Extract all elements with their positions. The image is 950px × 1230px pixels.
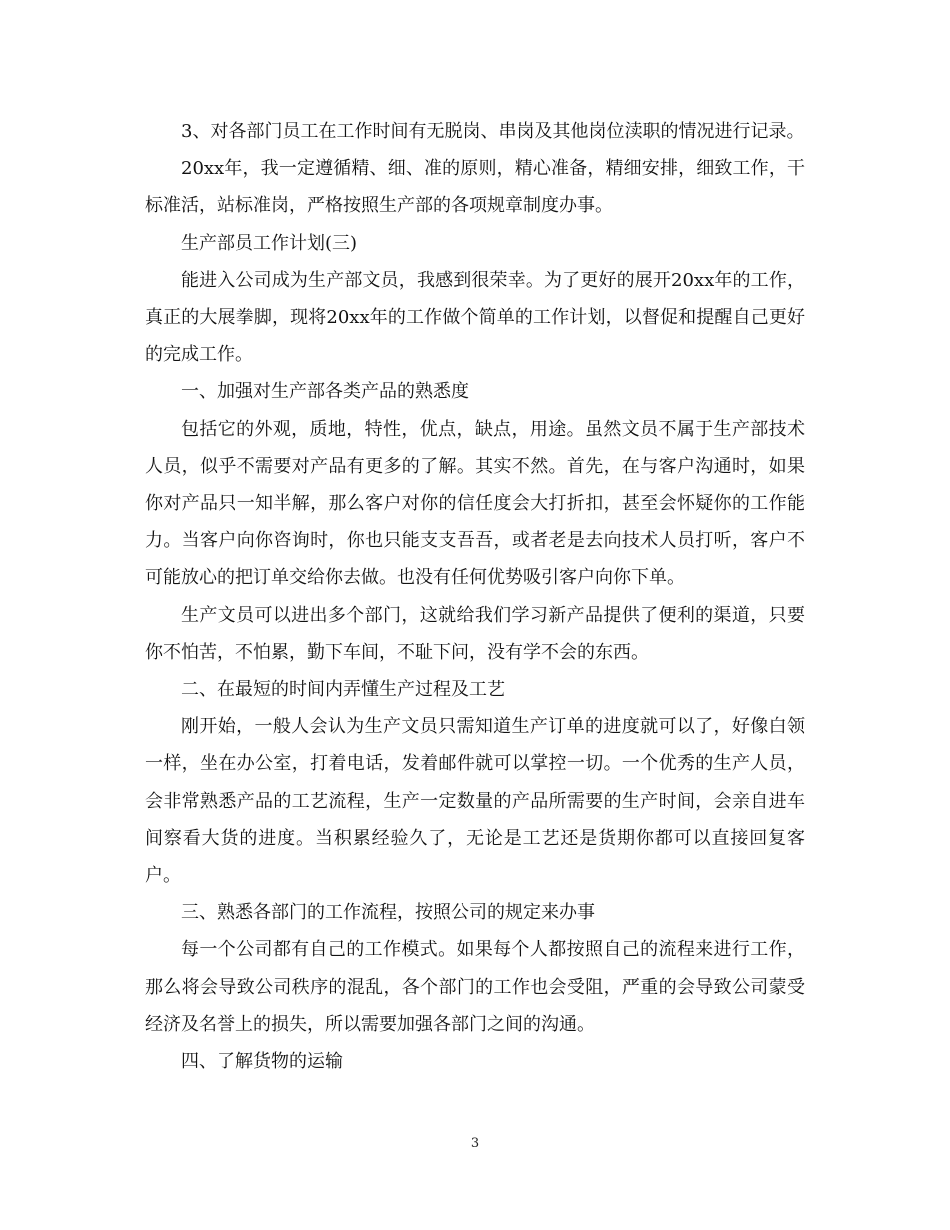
heading-three: 三、熟悉各部门的工作流程，按照公司的规定来办事 — [181, 902, 595, 924]
paragraph-production-process: 刚开始，一般人会认为生产文员只需知道生产订单的进度就可以了，好像白领一样，坐在办公室，打着电话，发着邮件就可以掌控一切。一个优秀的生产人员，会非常熟悉产品的工艺流程，生产一定数量的产品所需要的生产时间，会亲自进车间察看大货的进度。当积累经验久了，无论是工艺还是货期你都可以直接回复客户。 — [145, 716, 805, 887]
paragraph-product-knowledge: 包括它的外观，质地，特性，优点，缺点，用途。虽然文员不属于生产部技术人员，似乎不需要对产品有更多的了解。其实不然。首先，在与客户沟通时，如果你对产品只一知半解，那么客户对你的信任度会大打折扣，甚至会怀疑你的工作能力。当客户向你咨询时，你也只能支支吾吾，或者老是去向技术人员打听，客户不可能放心的把订单交给你去做。也没有任何优势吸引客户向你下单。 — [145, 418, 805, 589]
paragraph-record-duty: 3、对各部门员工在工作时间有无脱岗、串岗及其他岗位渎职的情况进行记录。 — [181, 121, 805, 142]
paragraph-learning-channels: 生产文员可以进出多个部门，这就给我们学习新产品提供了便利的渠道，只要你不怕苦，不怕累，勤下车间，不耻下问，没有学不会的东西。 — [145, 604, 805, 663]
document-body — [145, 113, 805, 1080]
paragraph-workflow: 每一个公司都有自己的工作模式。如果每个人都按照自己的流程来进行工作，那么将会导致公司秩序的混乱，各个部门的工作也会受阻，严重的会导致公司蒙受经济及名誉上的损失，所以需要加强各部门之间的沟通。 — [145, 939, 805, 1035]
section-title-plan-three: 生产部员工作计划(三) — [181, 232, 358, 254]
page-number: 3 — [470, 1136, 480, 1151]
paragraph-intro: 能进入公司成为生产部文员，我感到很荣幸。为了更好的展开20xx年的工作，真正的大展拳脚，现将20xx年的工作做个简单的工作计划，以督促和提醒自己更好的完成工作。 — [145, 269, 805, 366]
heading-one: 一、加强对生产部各类产品的熟悉度 — [181, 381, 469, 403]
paragraph-principles: 20xx年，我一定遵循精、细、准的原则，精心准备，精细安排，细致工作，干标准活，站标准岗，严格按照生产部的各项规章制度办事。 — [145, 158, 805, 217]
heading-two: 二、在最短的时间内弄懂生产过程及工艺 — [181, 679, 505, 701]
heading-four: 四、了解货物的运输 — [181, 1051, 343, 1073]
